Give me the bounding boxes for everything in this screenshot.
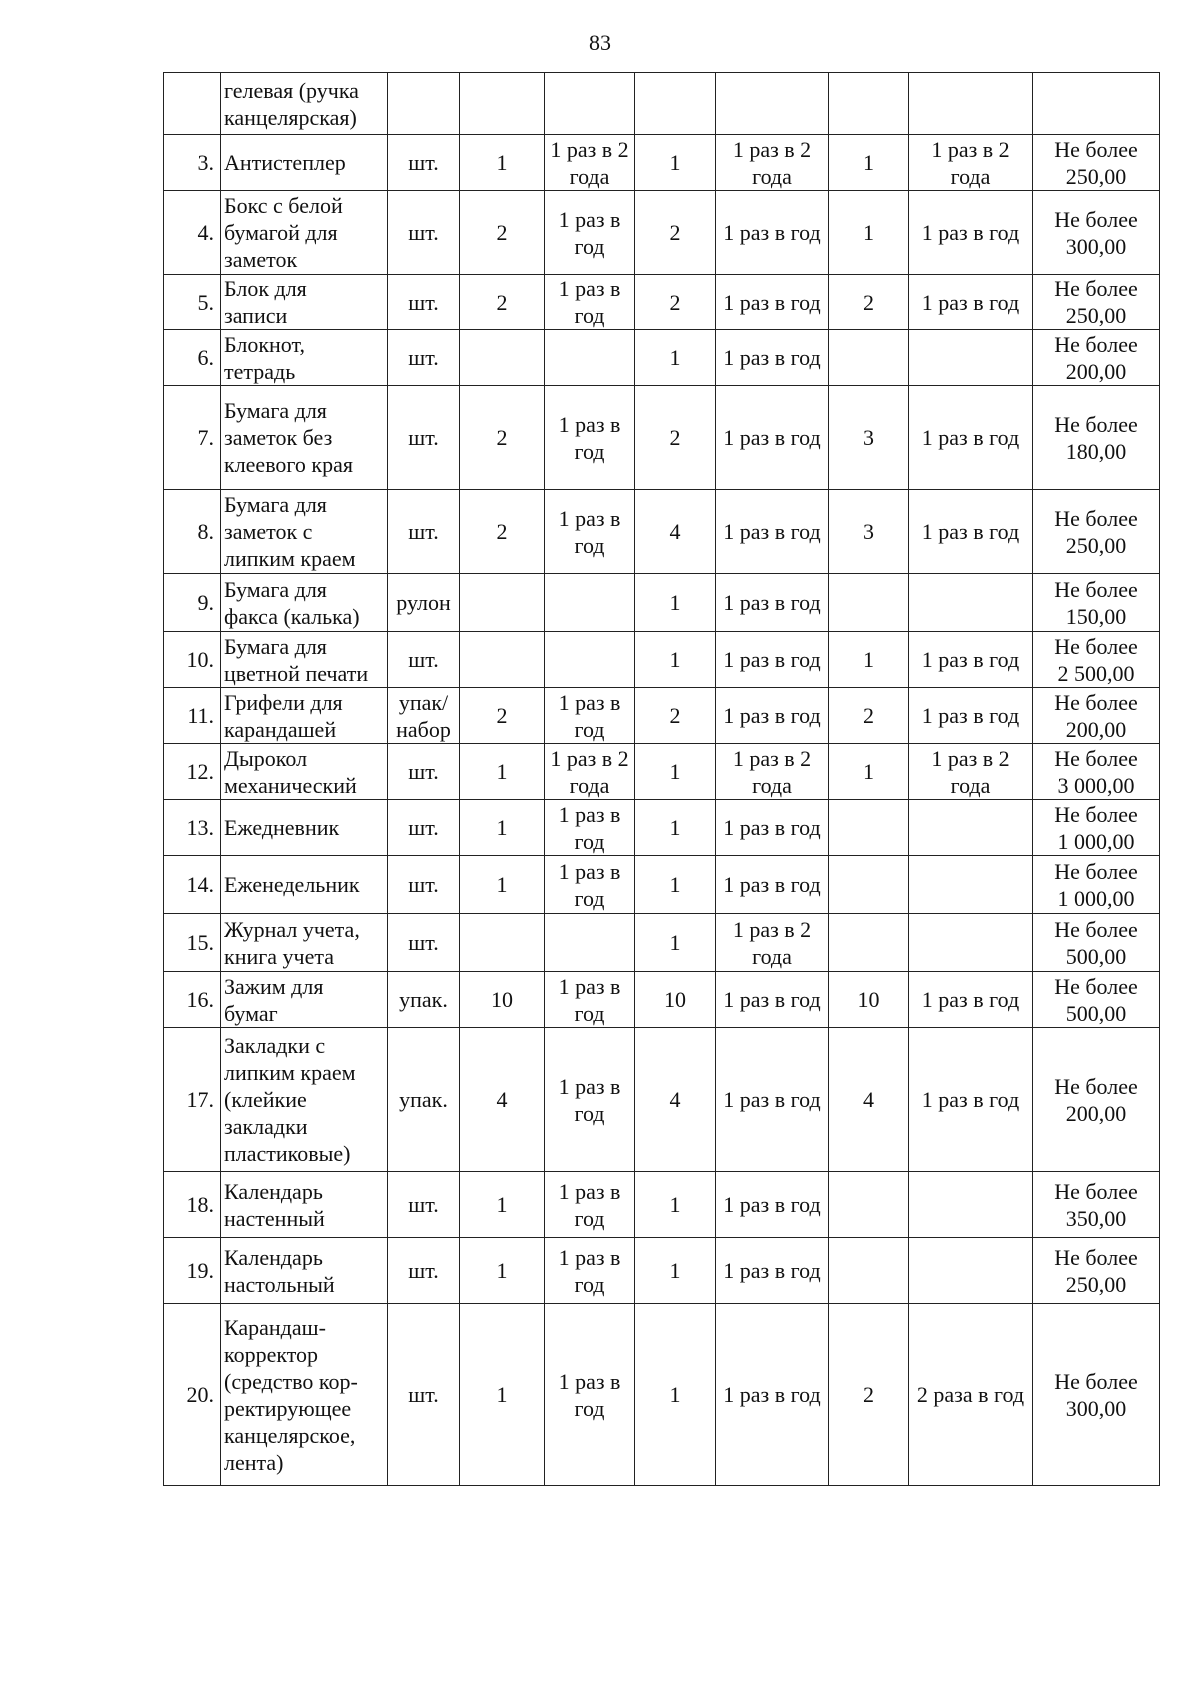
quantity-2-cell: 2 (635, 688, 716, 744)
quantity-2-cell: 1 (635, 856, 716, 914)
unit-cell: шт. (388, 914, 460, 972)
row-number-cell: 17. (164, 1028, 221, 1172)
frequency-2-cell: 1 раз в год (716, 574, 829, 632)
quantity-2-cell: 10 (635, 972, 716, 1028)
frequency-3-cell: 1 раз в 2 года (909, 744, 1033, 800)
price-cell: Не более 200,00 (1033, 1028, 1160, 1172)
frequency-3-cell (909, 330, 1033, 386)
frequency-3-cell: 1 раз в год (909, 632, 1033, 688)
supplies-table-container (163, 72, 1159, 1486)
frequency-2-cell: 1 раз в год (716, 490, 829, 574)
unit-cell: шт. (388, 1238, 460, 1304)
frequency-1-cell: 1 раз в год (545, 275, 635, 330)
quantity-2-cell: 1 (635, 574, 716, 632)
unit-cell (388, 73, 460, 135)
row-number-cell: 20. (164, 1304, 221, 1486)
quantity-2-cell: 1 (635, 914, 716, 972)
price-cell: Не более 500,00 (1033, 972, 1160, 1028)
frequency-2-cell: 1 раз в год (716, 275, 829, 330)
quantity-3-cell: 2 (829, 275, 909, 330)
quantity-1-cell (460, 632, 545, 688)
table-row (164, 73, 1160, 135)
price-cell: Не более 250,00 (1033, 1238, 1160, 1304)
table-row (164, 135, 1160, 191)
unit-cell: шт. (388, 191, 460, 275)
table-row (164, 490, 1160, 574)
quantity-3-cell: 3 (829, 490, 909, 574)
frequency-1-cell: 1 раз в год (545, 1172, 635, 1238)
quantity-3-cell (829, 856, 909, 914)
frequency-2-cell: 1 раз в год (716, 1304, 829, 1486)
quantity-3-cell (829, 1238, 909, 1304)
row-number-cell: 8. (164, 490, 221, 574)
frequency-1-cell: 1 раз в год (545, 490, 635, 574)
quantity-3-cell: 2 (829, 688, 909, 744)
row-number-cell: 6. (164, 330, 221, 386)
frequency-1-cell: 1 раз в 2 года (545, 135, 635, 191)
row-number-cell: 5. (164, 275, 221, 330)
quantity-2-cell: 2 (635, 386, 716, 490)
item-name-cell: Бумага для заметок с липким краем (221, 490, 388, 574)
quantity-3-cell: 3 (829, 386, 909, 490)
unit-cell: шт. (388, 1172, 460, 1238)
price-cell: Не более 200,00 (1033, 688, 1160, 744)
table-row (164, 275, 1160, 330)
quantity-3-cell: 1 (829, 135, 909, 191)
unit-cell: упак. (388, 972, 460, 1028)
frequency-1-cell: 1 раз в 2 года (545, 744, 635, 800)
frequency-1-cell: 1 раз в год (545, 688, 635, 744)
quantity-3-cell: 1 (829, 744, 909, 800)
table-row (164, 1028, 1160, 1172)
frequency-1-cell: 1 раз в год (545, 972, 635, 1028)
price-cell: Не более 250,00 (1033, 490, 1160, 574)
item-name-cell: Блок для записи (221, 275, 388, 330)
item-name-cell: Зажим для бумаг (221, 972, 388, 1028)
quantity-2-cell: 1 (635, 330, 716, 386)
frequency-1-cell: 1 раз в год (545, 1028, 635, 1172)
item-name-cell: Грифели для карандашей (221, 688, 388, 744)
frequency-2-cell (716, 73, 829, 135)
item-name-cell: Антистеплер (221, 135, 388, 191)
price-cell: Не более 300,00 (1033, 191, 1160, 275)
frequency-3-cell (909, 914, 1033, 972)
quantity-1-cell: 2 (460, 490, 545, 574)
frequency-3-cell: 1 раз в год (909, 386, 1033, 490)
unit-cell: шт. (388, 856, 460, 914)
row-number-cell: 7. (164, 386, 221, 490)
table-body (164, 73, 1160, 1486)
frequency-1-cell: 1 раз в год (545, 386, 635, 490)
row-number-cell: 9. (164, 574, 221, 632)
frequency-3-cell: 2 раза в год (909, 1304, 1033, 1486)
price-cell: Не более 250,00 (1033, 275, 1160, 330)
row-number-cell: 3. (164, 135, 221, 191)
quantity-1-cell: 2 (460, 275, 545, 330)
item-name-cell: Календарь настенный (221, 1172, 388, 1238)
row-number-cell: 10. (164, 632, 221, 688)
frequency-2-cell: 1 раз в год (716, 330, 829, 386)
price-cell: Не более 250,00 (1033, 135, 1160, 191)
frequency-1-cell (545, 632, 635, 688)
quantity-3-cell: 1 (829, 632, 909, 688)
row-number-cell: 14. (164, 856, 221, 914)
quantity-3-cell (829, 914, 909, 972)
frequency-3-cell: 1 раз в год (909, 490, 1033, 574)
frequency-3-cell: 1 раз в год (909, 972, 1033, 1028)
quantity-1-cell (460, 330, 545, 386)
item-name-cell: Ежедневник (221, 800, 388, 856)
quantity-3-cell: 2 (829, 1304, 909, 1486)
quantity-1-cell (460, 914, 545, 972)
quantity-1-cell: 1 (460, 744, 545, 800)
frequency-2-cell: 1 раз в год (716, 688, 829, 744)
table-row (164, 972, 1160, 1028)
quantity-1-cell (460, 73, 545, 135)
page-number: 83 (589, 30, 611, 55)
frequency-2-cell: 1 раз в год (716, 856, 829, 914)
table-row (164, 574, 1160, 632)
item-name-cell: Карандаш- корректор (средство кор- ректирующее канцелярское, лента) (221, 1304, 388, 1486)
frequency-2-cell: 1 раз в 2 года (716, 914, 829, 972)
unit-cell: рулон (388, 574, 460, 632)
quantity-2-cell: 4 (635, 490, 716, 574)
frequency-2-cell: 1 раз в год (716, 972, 829, 1028)
table-row (164, 688, 1160, 744)
quantity-1-cell: 10 (460, 972, 545, 1028)
quantity-1-cell: 2 (460, 386, 545, 490)
row-number-cell: 19. (164, 1238, 221, 1304)
price-cell: Не более 1 000,00 (1033, 800, 1160, 856)
quantity-2-cell (635, 73, 716, 135)
quantity-3-cell: 1 (829, 191, 909, 275)
item-name-cell: Бумага для факса (калька) (221, 574, 388, 632)
frequency-1-cell: 1 раз в год (545, 1238, 635, 1304)
frequency-1-cell (545, 574, 635, 632)
quantity-1-cell: 1 (460, 856, 545, 914)
quantity-2-cell: 1 (635, 1304, 716, 1486)
quantity-2-cell: 1 (635, 800, 716, 856)
item-name-cell: Журнал учета, книга учета (221, 914, 388, 972)
frequency-3-cell (909, 73, 1033, 135)
quantity-3-cell (829, 800, 909, 856)
item-name-cell: Еженедельник (221, 856, 388, 914)
table-row (164, 744, 1160, 800)
quantity-1-cell: 2 (460, 191, 545, 275)
frequency-3-cell (909, 856, 1033, 914)
price-cell: Не более 300,00 (1033, 1304, 1160, 1486)
frequency-3-cell: 1 раз в год (909, 191, 1033, 275)
row-number-cell: 15. (164, 914, 221, 972)
row-number-cell (164, 73, 221, 135)
frequency-1-cell (545, 914, 635, 972)
frequency-2-cell: 1 раз в год (716, 191, 829, 275)
unit-cell: шт. (388, 800, 460, 856)
quantity-1-cell: 2 (460, 688, 545, 744)
frequency-3-cell (909, 1238, 1033, 1304)
quantity-3-cell (829, 574, 909, 632)
frequency-1-cell: 1 раз в год (545, 191, 635, 275)
quantity-3-cell: 4 (829, 1028, 909, 1172)
price-cell: Не более 1 000,00 (1033, 856, 1160, 914)
unit-cell: шт. (388, 330, 460, 386)
row-number-cell: 12. (164, 744, 221, 800)
quantity-2-cell: 1 (635, 135, 716, 191)
frequency-2-cell: 1 раз в 2 года (716, 744, 829, 800)
quantity-2-cell: 4 (635, 1028, 716, 1172)
quantity-1-cell: 1 (460, 1172, 545, 1238)
unit-cell: шт. (388, 1304, 460, 1486)
frequency-1-cell (545, 330, 635, 386)
unit-cell: шт. (388, 135, 460, 191)
quantity-1-cell: 1 (460, 135, 545, 191)
item-name-cell: Бумага для цветной печати (221, 632, 388, 688)
frequency-3-cell (909, 574, 1033, 632)
frequency-1-cell: 1 раз в год (545, 1304, 635, 1486)
price-cell (1033, 73, 1160, 135)
quantity-1-cell: 1 (460, 1238, 545, 1304)
quantity-1-cell: 1 (460, 1304, 545, 1486)
quantity-2-cell: 2 (635, 275, 716, 330)
row-number-cell: 13. (164, 800, 221, 856)
frequency-3-cell (909, 1172, 1033, 1238)
quantity-1-cell: 1 (460, 800, 545, 856)
frequency-3-cell: 1 раз в год (909, 688, 1033, 744)
table-row (164, 330, 1160, 386)
unit-cell: шт. (388, 386, 460, 490)
table-row (164, 1238, 1160, 1304)
frequency-3-cell: 1 раз в 2 года (909, 135, 1033, 191)
frequency-2-cell: 1 раз в год (716, 1028, 829, 1172)
frequency-3-cell: 1 раз в год (909, 275, 1033, 330)
table-row (164, 386, 1160, 490)
quantity-1-cell: 4 (460, 1028, 545, 1172)
unit-cell: упак. (388, 1028, 460, 1172)
quantity-2-cell: 1 (635, 632, 716, 688)
table-row (164, 1304, 1160, 1486)
frequency-1-cell: 1 раз в год (545, 856, 635, 914)
price-cell: Не более 180,00 (1033, 386, 1160, 490)
item-name-cell: Закладки с липким краем (клейкие закладки пластиковые) (221, 1028, 388, 1172)
table-row (164, 632, 1160, 688)
frequency-2-cell: 1 раз в 2 года (716, 135, 829, 191)
item-name-cell: Календарь настольный (221, 1238, 388, 1304)
quantity-3-cell: 10 (829, 972, 909, 1028)
row-number-cell: 16. (164, 972, 221, 1028)
table-row (164, 800, 1160, 856)
frequency-2-cell: 1 раз в год (716, 1172, 829, 1238)
item-name-cell: гелевая (ручка канцелярская) (221, 73, 388, 135)
frequency-1-cell: 1 раз в год (545, 800, 635, 856)
quantity-2-cell: 2 (635, 191, 716, 275)
quantity-3-cell (829, 330, 909, 386)
price-cell: Не более 200,00 (1033, 330, 1160, 386)
price-cell: Не более 350,00 (1033, 1172, 1160, 1238)
row-number-cell: 11. (164, 688, 221, 744)
quantity-2-cell: 1 (635, 1172, 716, 1238)
frequency-2-cell: 1 раз в год (716, 386, 829, 490)
item-name-cell: Бумага для заметок без клеевого края (221, 386, 388, 490)
quantity-3-cell (829, 1172, 909, 1238)
quantity-3-cell (829, 73, 909, 135)
price-cell: Не более 2 500,00 (1033, 632, 1160, 688)
price-cell: Не более 500,00 (1033, 914, 1160, 972)
supplies-table (163, 72, 1160, 1486)
item-name-cell: Дырокол механический (221, 744, 388, 800)
frequency-3-cell: 1 раз в год (909, 1028, 1033, 1172)
item-name-cell: Блокнот, тетрадь (221, 330, 388, 386)
frequency-3-cell (909, 800, 1033, 856)
unit-cell: упак/ набор (388, 688, 460, 744)
unit-cell: шт. (388, 632, 460, 688)
frequency-1-cell (545, 73, 635, 135)
price-cell: Не более 150,00 (1033, 574, 1160, 632)
frequency-2-cell: 1 раз в год (716, 1238, 829, 1304)
table-row (164, 914, 1160, 972)
quantity-2-cell: 1 (635, 744, 716, 800)
row-number-cell: 4. (164, 191, 221, 275)
table-row (164, 1172, 1160, 1238)
unit-cell: шт. (388, 490, 460, 574)
item-name-cell: Бокс с белой бумагой для заметок (221, 191, 388, 275)
price-cell: Не более 3 000,00 (1033, 744, 1160, 800)
quantity-2-cell: 1 (635, 1238, 716, 1304)
table-row (164, 856, 1160, 914)
frequency-2-cell: 1 раз в год (716, 632, 829, 688)
frequency-2-cell: 1 раз в год (716, 800, 829, 856)
row-number-cell: 18. (164, 1172, 221, 1238)
table-row (164, 191, 1160, 275)
unit-cell: шт. (388, 275, 460, 330)
unit-cell: шт. (388, 744, 460, 800)
quantity-1-cell (460, 574, 545, 632)
